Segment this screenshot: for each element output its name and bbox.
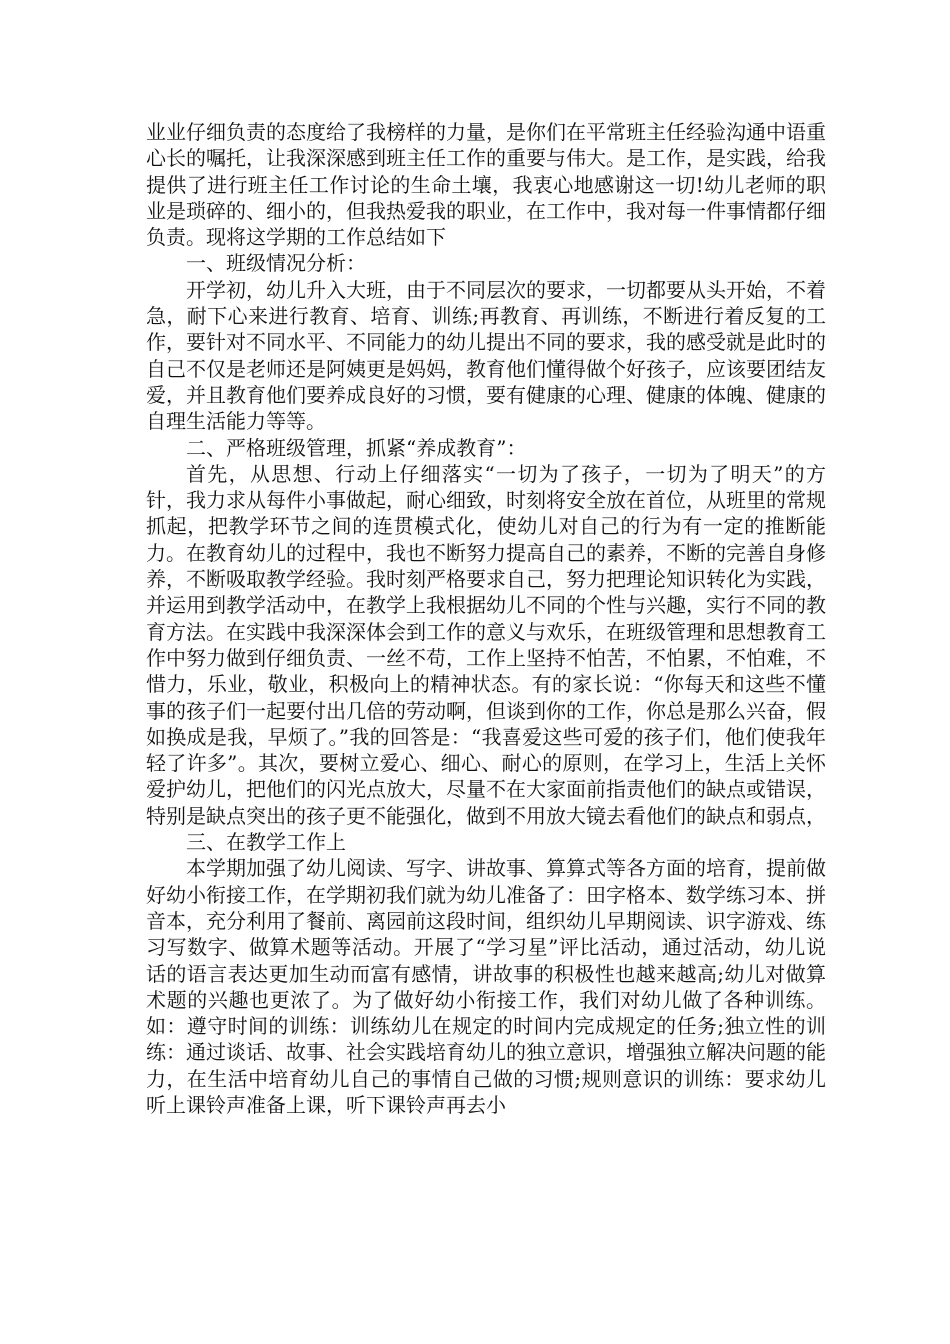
document-body bbox=[146, 119, 826, 1118]
paragraph-teaching-work: 本学期加强了幼儿阅读、写字、讲故事、算算式等各方面的培育，提前做好幼小衔接工作，在学期初我们就为幼儿准备了：田字格本、数学练习本、拼音本，充分利用了餐前、离园前这段时间，组织幼儿早期阅读、识字游戏、练习写数字、做算术题等活动。开展了“学习星”评比活动，通过活动，幼儿说话的语言表达更加生动而富有感情，讲故事的积极性也越来越高;幼儿对做算术题的兴趣也更浓了。为了做好幼小衔接工作，我们对幼儿做了各种训练。如：遵守时间的训练：训练幼儿在规定的时间内完成规定的任务;独立性的训练：通过谈话、故事、社会实践培育幼儿的独立意识，增强独立解决问题的能力，在生活中培育幼儿自己的事情自己做的习惯;规则意识的训练：要求幼儿听上课铃声准备上课，听下课铃声再去小 bbox=[146, 856, 826, 1117]
paragraph-class-management: 首先，从思想、行动上仔细落实“一切为了孩子，一切为了明天”的方针，我力求从每件小事做起，耐心细致，时刻将安全放在首位，从班里的常规抓起，把教学环节之间的连贯模式化，使幼儿对自己的行为有一定的推断能力。在教育幼儿的过程中，我也不断努力提高自己的素养，不断的完善自身修养，不断吸取教学经验。我时刻严格要求自己，努力把理论知识转化为实践，并运用到教学活动中，在教学上我根据幼儿不同的个性与兴趣，实行不同的教育方法。在实践中我深深体会到工作的意义与欢乐，在班级管理和思想教育工作中努力做到仔细负责、一丝不苟，工作上坚持不怕苦，不怕累，不怕难，不惜力，乐业，敬业，积极向上的精神状态。有的家长说：“你每天和这些不懂事的孩子们一起要付出几倍的劳动啊，但谈到你的工作，你总是那么兴奋，假如换成是我，早烦了。”我的回答是：“我喜爱这些可爱的孩子们，他们使我年轻了许多”。其次，要树立爱心、细心、耐心的原则，在学习上，生活上关怀爱护幼儿，把他们的闪光点放大，尽量不在大家面前指责他们的缺点或错误，特别是缺点突出的孩子更不能强化，做到不用放大镜去看他们的缺点和弱点， bbox=[146, 461, 826, 828]
section-heading-1: 一、班级情况分析： bbox=[186, 251, 366, 276]
paragraph-intro: 业业仔细负责的态度给了我榜样的力量，是你们在平常班主任经验沟通中语重心长的嘱托，让我深深感到班主任工作的重要与伟大。是工作，是实践，给我提供了进行班主任工作讨论的生命土壤，我衷心地感谢这一切!幼儿老师的职业是琐碎的、细小的，但我热爱我的职业，在工作中，我对每一件事情都仔细负责。现将这学期的工作总结如下 bbox=[146, 120, 826, 250]
section-heading-3: 三、在教学工作上 bbox=[186, 830, 346, 855]
paragraph-class-analysis: 开学初，幼儿升入大班，由于不同层次的要求，一切都要从头开始，不着急，耐下心来进行教育、培育、训练;再教育、再训练，不断进行着反复的工作，要针对不同水平、不同能力的幼儿提出不同的要求，我的感受就是此时的自己不仅是老师还是阿姨更是妈妈，教育他们懂得做个好孩子，应该要团结友爱，并且教育他们要养成良好的习惯，要有健康的心理、健康的体魄、健康的自理生活能力等等。 bbox=[146, 277, 826, 434]
section-heading-2: 二、严格班级管理，抓紧“养成教育”： bbox=[186, 435, 527, 460]
